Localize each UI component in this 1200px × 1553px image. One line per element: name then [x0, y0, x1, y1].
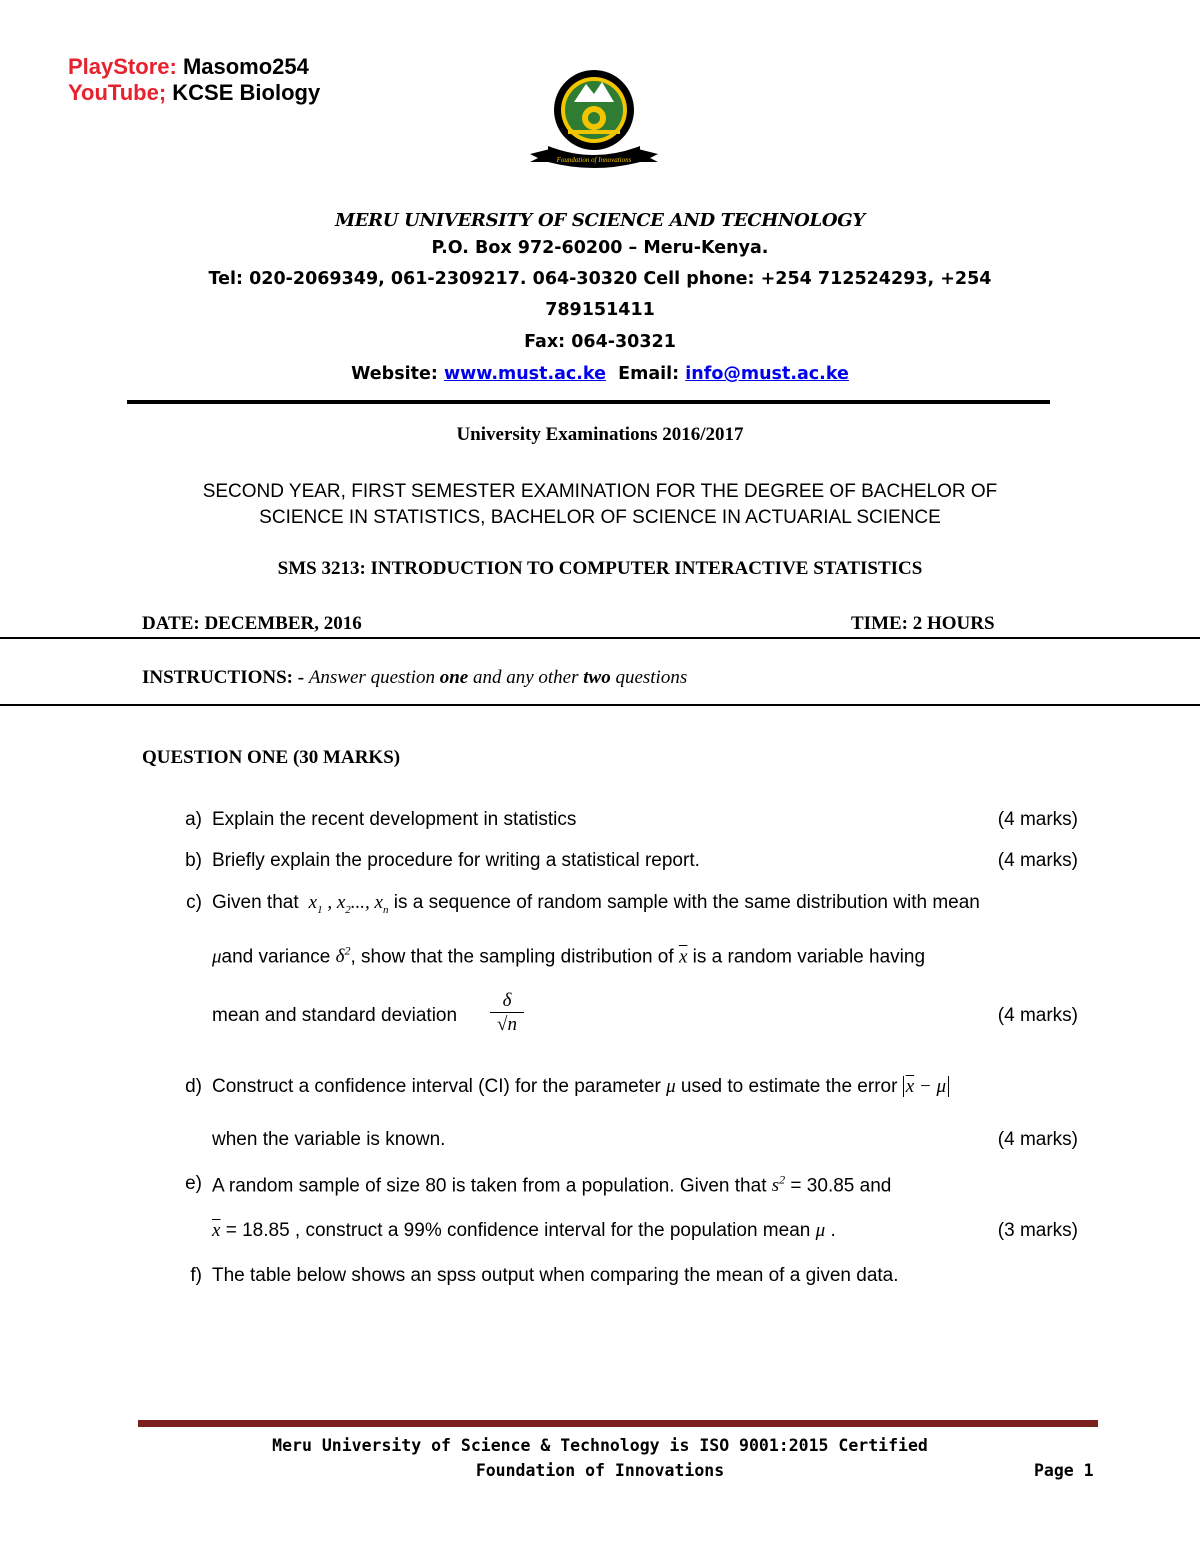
date-rule — [0, 637, 1200, 639]
telephone-line-2: 789151411 — [545, 300, 655, 320]
question-one-title: QUESTION ONE (30 MARKS) — [142, 747, 401, 768]
question-d-line-1: Construct a confidence interval (CI) for the parameter μ used to estimate the error $\overline{x} - \mu$ — [212, 1076, 949, 1098]
promo-youtube: YouTube; KCSE Biology — [68, 80, 321, 105]
question-b-label: b) — [185, 850, 202, 871]
degree-line-1: SECOND YEAR, FIRST SEMESTER EXAMINATION FOR THE DEGREE OF BACHELOR OF — [202, 481, 998, 502]
question-c-line-3: mean and standard deviation — [212, 1005, 458, 1026]
delta-squared-symbol: $\delta^2$ — [335, 944, 351, 968]
university-crest-icon — [524, 66, 664, 176]
footer-motto: Foundation of Innovations — [475, 1461, 725, 1480]
question-c-label: c) — [186, 892, 202, 913]
mu-symbol: μ — [815, 1220, 826, 1241]
question-f-text: The table below shows an spss output when comparing the mean of a given data. — [212, 1265, 899, 1286]
question-d-line-2: when the variable is known. — [212, 1129, 446, 1150]
instructions-rule — [0, 704, 1200, 706]
mu-symbol: μ — [666, 1076, 676, 1097]
course-title: SMS 3213: INTRODUCTION TO COMPUTER INTERACTIVE STATISTICS — [277, 558, 923, 579]
question-f-label: f) — [190, 1265, 202, 1286]
promo-playstore: PlayStore: Masomo254 — [68, 54, 309, 79]
sample-sequence-formula: $x_1$ , $x_2$..., $x_n$ — [303, 892, 389, 916]
delta-over-root-n-formula: δ √n — [490, 990, 524, 1037]
website-link[interactable]: www.must.ac.ke — [443, 364, 606, 384]
crest-motto: Foundation of Innovations — [556, 156, 632, 164]
footer-bar — [138, 1420, 1098, 1427]
question-d-label: d) — [185, 1076, 202, 1097]
instructions: INSTRUCTIONS: - Answer question one and any other two questions — [142, 667, 688, 688]
exam-date: DATE: DECEMBER, 2016 — [142, 613, 362, 634]
contact-line: Website: www.must.ac.ke Email: info@must.ac.ke — [351, 364, 849, 384]
x-bar-symbol: $\overline{x}$ — [678, 946, 688, 968]
question-b-text: Briefly explain the procedure for writing a statistical report. — [212, 850, 700, 871]
postal-address: P.O. Box 972-60200 – Meru-Kenya. — [431, 238, 769, 258]
error-abs-formula: $\overline{x} - \mu$ — [903, 1076, 949, 1097]
university-name: MERU UNIVERSITY OF SCIENCE AND TECHNOLOGY — [335, 210, 865, 231]
x-bar-symbol: $\overline{x}$ — [212, 1220, 221, 1241]
question-e-line-1: A random sample of size 80 is taken from a population. Given that $s^2 = 30.85$ and — [212, 1173, 892, 1197]
telephone-line-1: Tel: 020-2069349, 061-2309217. 064-30320 Cell phone: +254 712524293, +254 — [208, 269, 992, 289]
footer-certification: Meru University of Science & Technology is ISO 9001:2015 Certified — [272, 1436, 928, 1455]
question-d-marks: (4 marks) — [997, 1129, 1078, 1150]
question-c-line-2: μand variance $\delta^2$, show that the sampling distribution of $\overline{x}$ is a random variable having — [212, 944, 926, 968]
mu-symbol: μ — [212, 946, 222, 968]
question-e-line-2: $\overline{x} = 18.85$ , construct a 99% confidence interval for the population mean μ . — [212, 1220, 836, 1241]
exam-session: University Examinations 2016/2017 — [456, 424, 744, 445]
question-a-label: a) — [185, 809, 202, 830]
page-number: Page 1 — [1034, 1461, 1094, 1480]
question-c-line-1: Given that $x_1$ , $x_2$..., $x_n$ is a sequence of random sample with the same distribution with mean — [212, 892, 980, 916]
s-squared-symbol: $s^2$ — [771, 1173, 786, 1197]
header-rule — [127, 400, 1050, 404]
question-a-text: Explain the recent development in statistics — [212, 809, 577, 830]
fax-number: Fax: 064-30321 — [524, 332, 676, 352]
degree-line-2: SCIENCE IN STATISTICS, BACHELOR OF SCIENCE IN ACTUARIAL SCIENCE — [259, 507, 941, 528]
question-c-marks: (4 marks) — [997, 1005, 1078, 1026]
question-b-marks: (4 marks) — [997, 850, 1078, 871]
question-e-label: e) — [185, 1173, 202, 1194]
email-link[interactable]: info@must.ac.ke — [685, 364, 849, 384]
exam-time: TIME: 2 HOURS — [851, 613, 995, 634]
question-a-marks: (4 marks) — [997, 809, 1078, 830]
question-e-marks: (3 marks) — [997, 1220, 1078, 1241]
